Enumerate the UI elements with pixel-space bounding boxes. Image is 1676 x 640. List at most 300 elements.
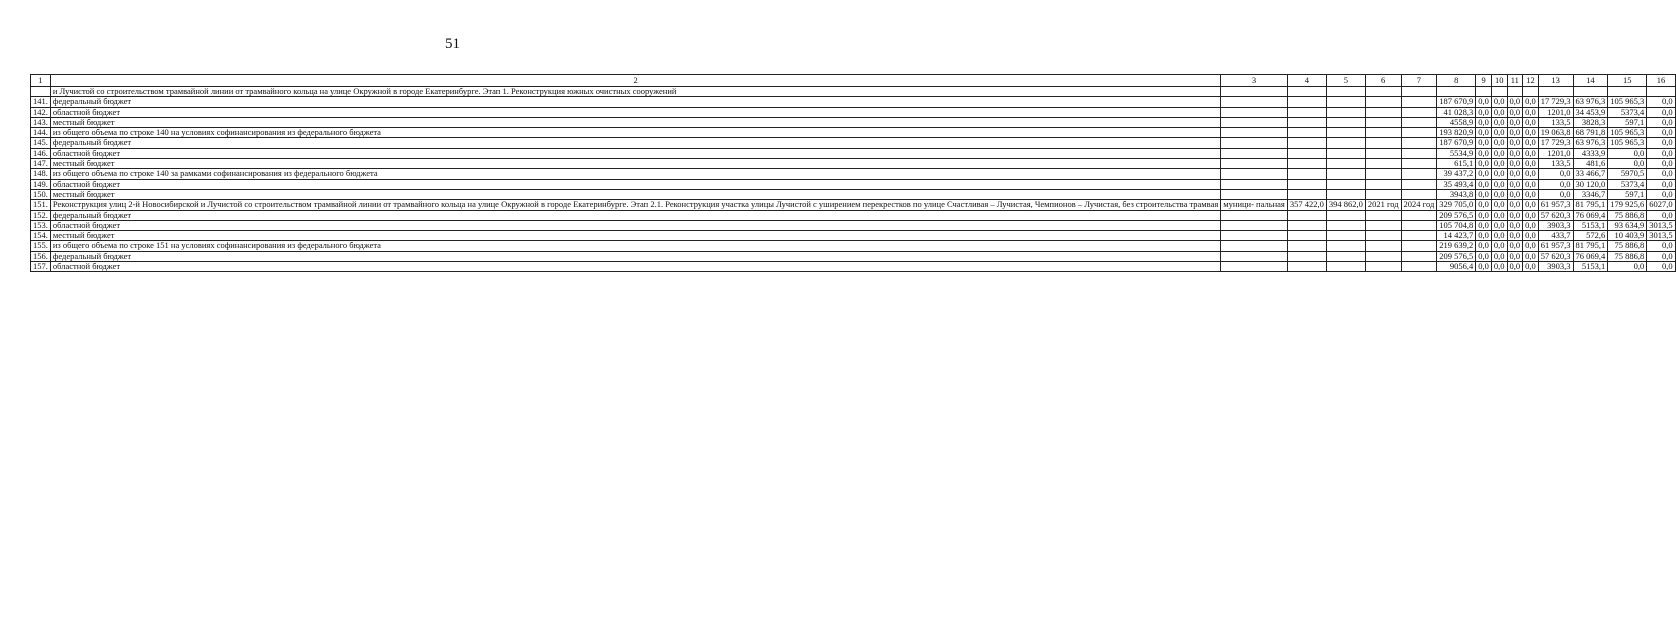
table-cell — [1326, 210, 1365, 220]
table-cell — [1401, 128, 1437, 138]
table-cell — [1401, 231, 1437, 241]
table-cell: 481,6 — [1573, 159, 1608, 169]
table-cell — [1326, 117, 1365, 127]
row-description-cell: местный бюджет — [50, 189, 1220, 199]
table-cell — [1365, 148, 1401, 158]
table-cell: 17 729,3 — [1538, 138, 1573, 148]
table-cell — [1326, 148, 1365, 158]
table-cell: 0,0 — [1523, 210, 1539, 220]
table-cell: 4333,9 — [1573, 148, 1608, 158]
table-cell: 0,0 — [1491, 148, 1507, 158]
budget-table — [30, 74, 1676, 272]
table-cell: 3346,7 — [1573, 189, 1608, 199]
table-cell: 0,0 — [1491, 117, 1507, 127]
table-cell — [1326, 231, 1365, 241]
column-header: 13 — [1538, 75, 1573, 87]
table-row — [31, 262, 1676, 272]
table-cell: 2021 год — [1365, 200, 1401, 210]
row-number-cell: 144. — [31, 128, 51, 138]
row-description-cell: областной бюджет — [50, 220, 1220, 230]
table-cell: 0,0 — [1523, 148, 1539, 158]
table-cell — [1401, 159, 1437, 169]
table-cell — [1287, 251, 1326, 261]
table-cell — [1365, 179, 1401, 189]
column-header: 8 — [1437, 75, 1476, 87]
table-cell — [1221, 251, 1288, 261]
row-number-cell: 149. — [31, 179, 51, 189]
table-cell: 0,0 — [1491, 210, 1507, 220]
table-cell — [1221, 117, 1288, 127]
table-cell: 0,0 — [1523, 117, 1539, 127]
table-cell — [1287, 97, 1326, 107]
table-cell: 0,0 — [1491, 159, 1507, 169]
column-header: 16 — [1647, 75, 1675, 87]
table-cell — [1365, 210, 1401, 220]
table-cell: 0,0 — [1523, 262, 1539, 272]
column-header: 4 — [1287, 75, 1326, 87]
table-cell: 68 791,8 — [1573, 128, 1608, 138]
table-cell: 3013,5 — [1647, 220, 1675, 230]
table-cell — [1326, 159, 1365, 169]
table-cell: 2024 год — [1401, 200, 1437, 210]
table-cell: 0,0 — [1523, 220, 1539, 230]
page-number: 51 — [445, 36, 460, 52]
table-cell — [1287, 189, 1326, 199]
table-cell: 133,5 — [1538, 117, 1573, 127]
table-cell: 39 437,2 — [1437, 169, 1476, 179]
table-cell: 3943,8 — [1437, 189, 1476, 199]
row-number-cell — [31, 87, 51, 97]
table-cell — [1326, 220, 1365, 230]
table-cell: 0,0 — [1507, 169, 1523, 179]
table-cell — [1326, 97, 1365, 107]
table-cell — [1365, 87, 1401, 97]
table-cell: 0,0 — [1476, 169, 1492, 179]
table-cell — [1221, 97, 1288, 107]
table-cell: 0,0 — [1523, 200, 1539, 210]
table-cell — [1365, 189, 1401, 199]
table-cell: 0,0 — [1507, 251, 1523, 261]
column-header: 9 — [1476, 75, 1492, 87]
table-cell — [1573, 87, 1608, 97]
table-cell — [1476, 87, 1492, 97]
table-cell: 0,0 — [1476, 200, 1492, 210]
table-cell: 0,0 — [1523, 97, 1539, 107]
table-cell: 193 820,9 — [1437, 128, 1476, 138]
column-header: 7 — [1401, 75, 1437, 87]
table-cell — [1401, 87, 1437, 97]
table-cell: 0,0 — [1647, 241, 1675, 251]
table-cell: 0,0 — [1647, 138, 1675, 148]
row-number-cell: 154. — [31, 231, 51, 241]
table-cell: 133,5 — [1538, 159, 1573, 169]
table-cell: 5153,1 — [1573, 220, 1608, 230]
table-cell: 0,0 — [1507, 200, 1523, 210]
table-cell — [1401, 210, 1437, 220]
table-row — [31, 107, 1676, 117]
table-cell — [1287, 231, 1326, 241]
table-cell — [1401, 179, 1437, 189]
table-cell: 0,0 — [1538, 179, 1573, 189]
table-cell — [1287, 117, 1326, 127]
row-description-cell: и Лучистой со строительством трамвайной линии от трамвайного кольца на улице Окружной в городе Екатеринбурге. Этап 1. Реконструкция южных очистных сооружений — [50, 87, 1220, 97]
table-cell: 5373,4 — [1608, 107, 1647, 117]
row-number-cell: 157. — [31, 262, 51, 272]
table-cell: 0,0 — [1647, 159, 1675, 169]
table-cell — [1523, 87, 1539, 97]
table-cell: 75 886,8 — [1608, 251, 1647, 261]
table-cell: 0,0 — [1476, 179, 1492, 189]
table-row — [31, 117, 1676, 127]
table-cell — [1287, 210, 1326, 220]
table-row — [31, 200, 1676, 210]
table-cell: 357 422,0 — [1287, 200, 1326, 210]
table-cell: 0,0 — [1476, 189, 1492, 199]
table-cell: 0,0 — [1523, 138, 1539, 148]
table-cell — [1401, 97, 1437, 107]
table-cell: 0,0 — [1476, 210, 1492, 220]
table-cell — [1287, 220, 1326, 230]
table-cell: 0,0 — [1491, 251, 1507, 261]
row-number-cell: 150. — [31, 189, 51, 199]
row-number-cell: 148. — [31, 169, 51, 179]
table-cell: 597,1 — [1608, 117, 1647, 127]
table-cell: 209 576,5 — [1437, 210, 1476, 220]
table-cell: 0,0 — [1523, 159, 1539, 169]
table-row — [31, 138, 1676, 148]
table-cell — [1401, 262, 1437, 272]
table-cell: 81 795,1 — [1573, 241, 1608, 251]
table-row — [31, 159, 1676, 169]
table-row — [31, 241, 1676, 251]
table-cell — [1401, 189, 1437, 199]
table-cell: 33 466,7 — [1573, 169, 1608, 179]
table-cell: 0,0 — [1523, 231, 1539, 241]
table-cell: 0,0 — [1476, 148, 1492, 158]
table-cell — [1287, 87, 1326, 97]
column-header: 12 — [1523, 75, 1539, 87]
table-cell — [1365, 231, 1401, 241]
row-description-cell: из общего объема по строке 151 на условиях софинансирования из федерального бюджета — [50, 241, 1220, 251]
table-cell: 5970,5 — [1608, 169, 1647, 179]
table-cell: 105 965,3 — [1608, 128, 1647, 138]
table-cell: 187 670,9 — [1437, 97, 1476, 107]
table-cell: 105 965,3 — [1608, 97, 1647, 107]
table-cell: 179 925,6 — [1608, 200, 1647, 210]
table-cell: 0,0 — [1476, 138, 1492, 148]
row-number-cell: 143. — [31, 117, 51, 127]
table-cell — [1326, 107, 1365, 117]
table-cell — [1221, 210, 1288, 220]
table-cell: 0,0 — [1491, 169, 1507, 179]
table-cell — [1287, 241, 1326, 251]
table-cell: 63 976,3 — [1573, 138, 1608, 148]
table-cell: 0,0 — [1647, 97, 1675, 107]
table-cell: 0,0 — [1491, 200, 1507, 210]
table-cell — [1365, 159, 1401, 169]
table-cell: 75 886,8 — [1608, 210, 1647, 220]
table-cell — [1326, 128, 1365, 138]
table-cell — [1365, 128, 1401, 138]
table-cell: 10 403,9 — [1608, 231, 1647, 241]
row-description-cell: местный бюджет — [50, 117, 1220, 127]
table-cell: 0,0 — [1507, 97, 1523, 107]
table-cell — [1401, 117, 1437, 127]
table-cell: 0,0 — [1491, 97, 1507, 107]
column-header: 10 — [1491, 75, 1507, 87]
table-cell: 209 576,5 — [1437, 251, 1476, 261]
column-header: 5 — [1326, 75, 1365, 87]
table-cell: 0,0 — [1538, 169, 1573, 179]
table-cell: 14 423,7 — [1437, 231, 1476, 241]
table-cell: 572,6 — [1573, 231, 1608, 241]
table-cell: 0,0 — [1491, 241, 1507, 251]
table-cell: 76 069,4 — [1573, 251, 1608, 261]
table-cell: 0,0 — [1491, 138, 1507, 148]
table-cell: 0,0 — [1507, 179, 1523, 189]
row-description-cell: федеральный бюджет — [50, 251, 1220, 261]
table-cell: 105 965,3 — [1608, 138, 1647, 148]
table-cell: 0,0 — [1647, 179, 1675, 189]
table-cell: 597,1 — [1608, 189, 1647, 199]
table-cell: 6027,0 — [1647, 200, 1675, 210]
row-number-cell: 153. — [31, 220, 51, 230]
row-description-cell: из общего объема по строке 140 на условиях софинансирования из федерального бюджета — [50, 128, 1220, 138]
table-cell: 61 957,3 — [1538, 200, 1573, 210]
table-cell: 0,0 — [1507, 210, 1523, 220]
table-cell: 0,0 — [1647, 107, 1675, 117]
row-description-cell: областной бюджет — [50, 179, 1220, 189]
table-cell — [1365, 220, 1401, 230]
table-cell: 3903,3 — [1538, 262, 1573, 272]
table-cell — [1365, 97, 1401, 107]
table-cell — [1326, 169, 1365, 179]
table-cell: 0,0 — [1608, 159, 1647, 169]
table-cell: 1201,0 — [1538, 107, 1573, 117]
row-description-cell: местный бюджет — [50, 231, 1220, 241]
table-cell: 0,0 — [1647, 262, 1675, 272]
table-cell: 0,0 — [1507, 128, 1523, 138]
table-cell: 0,0 — [1491, 189, 1507, 199]
column-header: 11 — [1507, 75, 1523, 87]
table-cell: 5373,4 — [1608, 179, 1647, 189]
table-cell — [1538, 87, 1573, 97]
table-cell: 0,0 — [1491, 220, 1507, 230]
row-description-cell: местный бюджет — [50, 159, 1220, 169]
table-cell: 4558,9 — [1437, 117, 1476, 127]
table-cell — [1287, 138, 1326, 148]
table-cell — [1221, 128, 1288, 138]
column-header: 2 — [50, 75, 1220, 87]
table-row — [31, 87, 1676, 97]
table-cell: 0,0 — [1507, 231, 1523, 241]
table-cell: 57 620,3 — [1538, 210, 1573, 220]
table-cell: 0,0 — [1476, 220, 1492, 230]
row-number-cell: 155. — [31, 241, 51, 251]
table-cell: 93 634,9 — [1608, 220, 1647, 230]
table-cell: 17 729,3 — [1538, 97, 1573, 107]
table-cell — [1507, 87, 1523, 97]
table-cell: 41 028,3 — [1437, 107, 1476, 117]
table-cell: 3903,3 — [1538, 220, 1573, 230]
table-cell: 0,0 — [1507, 262, 1523, 272]
table-cell — [1401, 148, 1437, 158]
table-cell — [1365, 262, 1401, 272]
table-cell: 0,0 — [1647, 210, 1675, 220]
table-cell — [1287, 148, 1326, 158]
table-cell: 1201,0 — [1538, 148, 1573, 158]
table-cell — [1221, 138, 1288, 148]
table-cell — [1326, 251, 1365, 261]
table-cell — [1221, 241, 1288, 251]
table-cell — [1221, 262, 1288, 272]
table-cell: 9056,4 — [1437, 262, 1476, 272]
table-cell — [1365, 138, 1401, 148]
table-cell: 34 453,9 — [1573, 107, 1608, 117]
row-description-cell: федеральный бюджет — [50, 210, 1220, 220]
table-cell: муници- пальная — [1221, 200, 1288, 210]
row-description-cell: федеральный бюджет — [50, 97, 1220, 107]
row-description-cell: областной бюджет — [50, 107, 1220, 117]
row-number-cell: 151. — [31, 200, 51, 210]
row-description-cell: федеральный бюджет — [50, 138, 1220, 148]
table-cell: 0,0 — [1507, 241, 1523, 251]
table-cell: 0,0 — [1647, 148, 1675, 158]
column-header: 14 — [1573, 75, 1608, 87]
table-cell: 81 795,1 — [1573, 200, 1608, 210]
table-cell: 187 670,9 — [1437, 138, 1476, 148]
table-cell: 35 493,4 — [1437, 179, 1476, 189]
table-cell: 5534,9 — [1437, 148, 1476, 158]
table-cell — [1401, 251, 1437, 261]
table-cell: 0,0 — [1538, 189, 1573, 199]
row-number-cell: 152. — [31, 210, 51, 220]
table-row — [31, 169, 1676, 179]
table-cell — [1221, 159, 1288, 169]
table-cell: 0,0 — [1476, 231, 1492, 241]
table-cell: 0,0 — [1507, 107, 1523, 117]
table-cell: 329 705,0 — [1437, 200, 1476, 210]
table-cell: 0,0 — [1491, 107, 1507, 117]
table-cell — [1221, 220, 1288, 230]
table-cell: 0,0 — [1523, 169, 1539, 179]
table-cell: 105 704,8 — [1437, 220, 1476, 230]
table-cell: 394 862,0 — [1326, 200, 1365, 210]
table-row — [31, 210, 1676, 220]
table-cell: 0,0 — [1476, 262, 1492, 272]
table-cell: 219 639,2 — [1437, 241, 1476, 251]
table-cell: 0,0 — [1507, 189, 1523, 199]
table-cell — [1221, 231, 1288, 241]
table-cell: 0,0 — [1647, 251, 1675, 261]
table-row — [31, 148, 1676, 158]
table-cell — [1221, 189, 1288, 199]
table-cell: 75 886,8 — [1608, 241, 1647, 251]
row-number-cell: 141. — [31, 97, 51, 107]
table-cell: 0,0 — [1523, 107, 1539, 117]
table-cell — [1365, 241, 1401, 251]
table-cell — [1401, 107, 1437, 117]
row-number-cell: 147. — [31, 159, 51, 169]
row-number-cell: 142. — [31, 107, 51, 117]
column-header: 1 — [31, 75, 51, 87]
table-row — [31, 189, 1676, 199]
table-cell: 3013,5 — [1647, 231, 1675, 241]
table-cell — [1365, 251, 1401, 261]
table-row — [31, 97, 1676, 107]
table-cell — [1287, 262, 1326, 272]
table-cell: 433,7 — [1538, 231, 1573, 241]
table-cell: 0,0 — [1608, 148, 1647, 158]
table-cell — [1326, 138, 1365, 148]
table-cell: 0,0 — [1608, 262, 1647, 272]
table-cell: 0,0 — [1507, 159, 1523, 169]
table-cell — [1326, 179, 1365, 189]
table-cell: 0,0 — [1507, 148, 1523, 158]
table-cell — [1221, 107, 1288, 117]
table-cell: 0,0 — [1491, 128, 1507, 138]
table-cell — [1287, 169, 1326, 179]
row-description-cell: областной бюджет — [50, 262, 1220, 272]
table-cell: 615,1 — [1437, 159, 1476, 169]
row-number-cell: 146. — [31, 148, 51, 158]
table-cell: 0,0 — [1476, 251, 1492, 261]
column-header: 6 — [1365, 75, 1401, 87]
table-cell — [1221, 169, 1288, 179]
table-cell — [1326, 87, 1365, 97]
row-description-cell: из общего объема по строке 140 за рамками софинансирования из федерального бюджета — [50, 169, 1220, 179]
table-row — [31, 231, 1676, 241]
table-row — [31, 251, 1676, 261]
table-cell: 0,0 — [1523, 179, 1539, 189]
table-cell — [1326, 189, 1365, 199]
table-cell — [1608, 87, 1647, 97]
table-cell: 63 976,3 — [1573, 97, 1608, 107]
table-row — [31, 220, 1676, 230]
row-number-cell: 156. — [31, 251, 51, 261]
table-cell — [1221, 179, 1288, 189]
table-cell: 0,0 — [1507, 138, 1523, 148]
table-cell: 0,0 — [1523, 189, 1539, 199]
table-cell — [1287, 159, 1326, 169]
table-cell — [1221, 148, 1288, 158]
row-description-cell: областной бюджет — [50, 148, 1220, 158]
row-number-cell: 145. — [31, 138, 51, 148]
table-cell: 0,0 — [1647, 169, 1675, 179]
table-cell — [1365, 107, 1401, 117]
table-cell: 57 620,3 — [1538, 251, 1573, 261]
table-cell: 0,0 — [1523, 241, 1539, 251]
table-cell: 0,0 — [1491, 262, 1507, 272]
table-cell — [1491, 87, 1507, 97]
table-cell: 5153,1 — [1573, 262, 1608, 272]
table-cell — [1647, 87, 1675, 97]
table-cell — [1326, 262, 1365, 272]
row-description-cell: Реконструкция улиц 2-й Новосибирской и Лучистой со строительством трамвайной линии от трамвайного кольца на улице Окружной в городе Екатеринбурге. Этап 2.1. Реконструкция участка улицы Лучистой с уширением перекрестков по улице Счастливая – Лучистая, Чемпионов – Лучистая, без строительства трамвая — [50, 200, 1220, 210]
table-cell — [1287, 107, 1326, 117]
column-header: 3 — [1221, 75, 1288, 87]
table-cell — [1401, 220, 1437, 230]
table-cell — [1365, 169, 1401, 179]
table-cell — [1365, 117, 1401, 127]
column-header: 15 — [1608, 75, 1647, 87]
table-cell: 61 957,3 — [1538, 241, 1573, 251]
table-cell: 0,0 — [1476, 159, 1492, 169]
table-cell: 0,0 — [1476, 117, 1492, 127]
table-cell: 0,0 — [1507, 220, 1523, 230]
table-cell — [1437, 87, 1476, 97]
table-cell: 19 063,8 — [1538, 128, 1573, 138]
